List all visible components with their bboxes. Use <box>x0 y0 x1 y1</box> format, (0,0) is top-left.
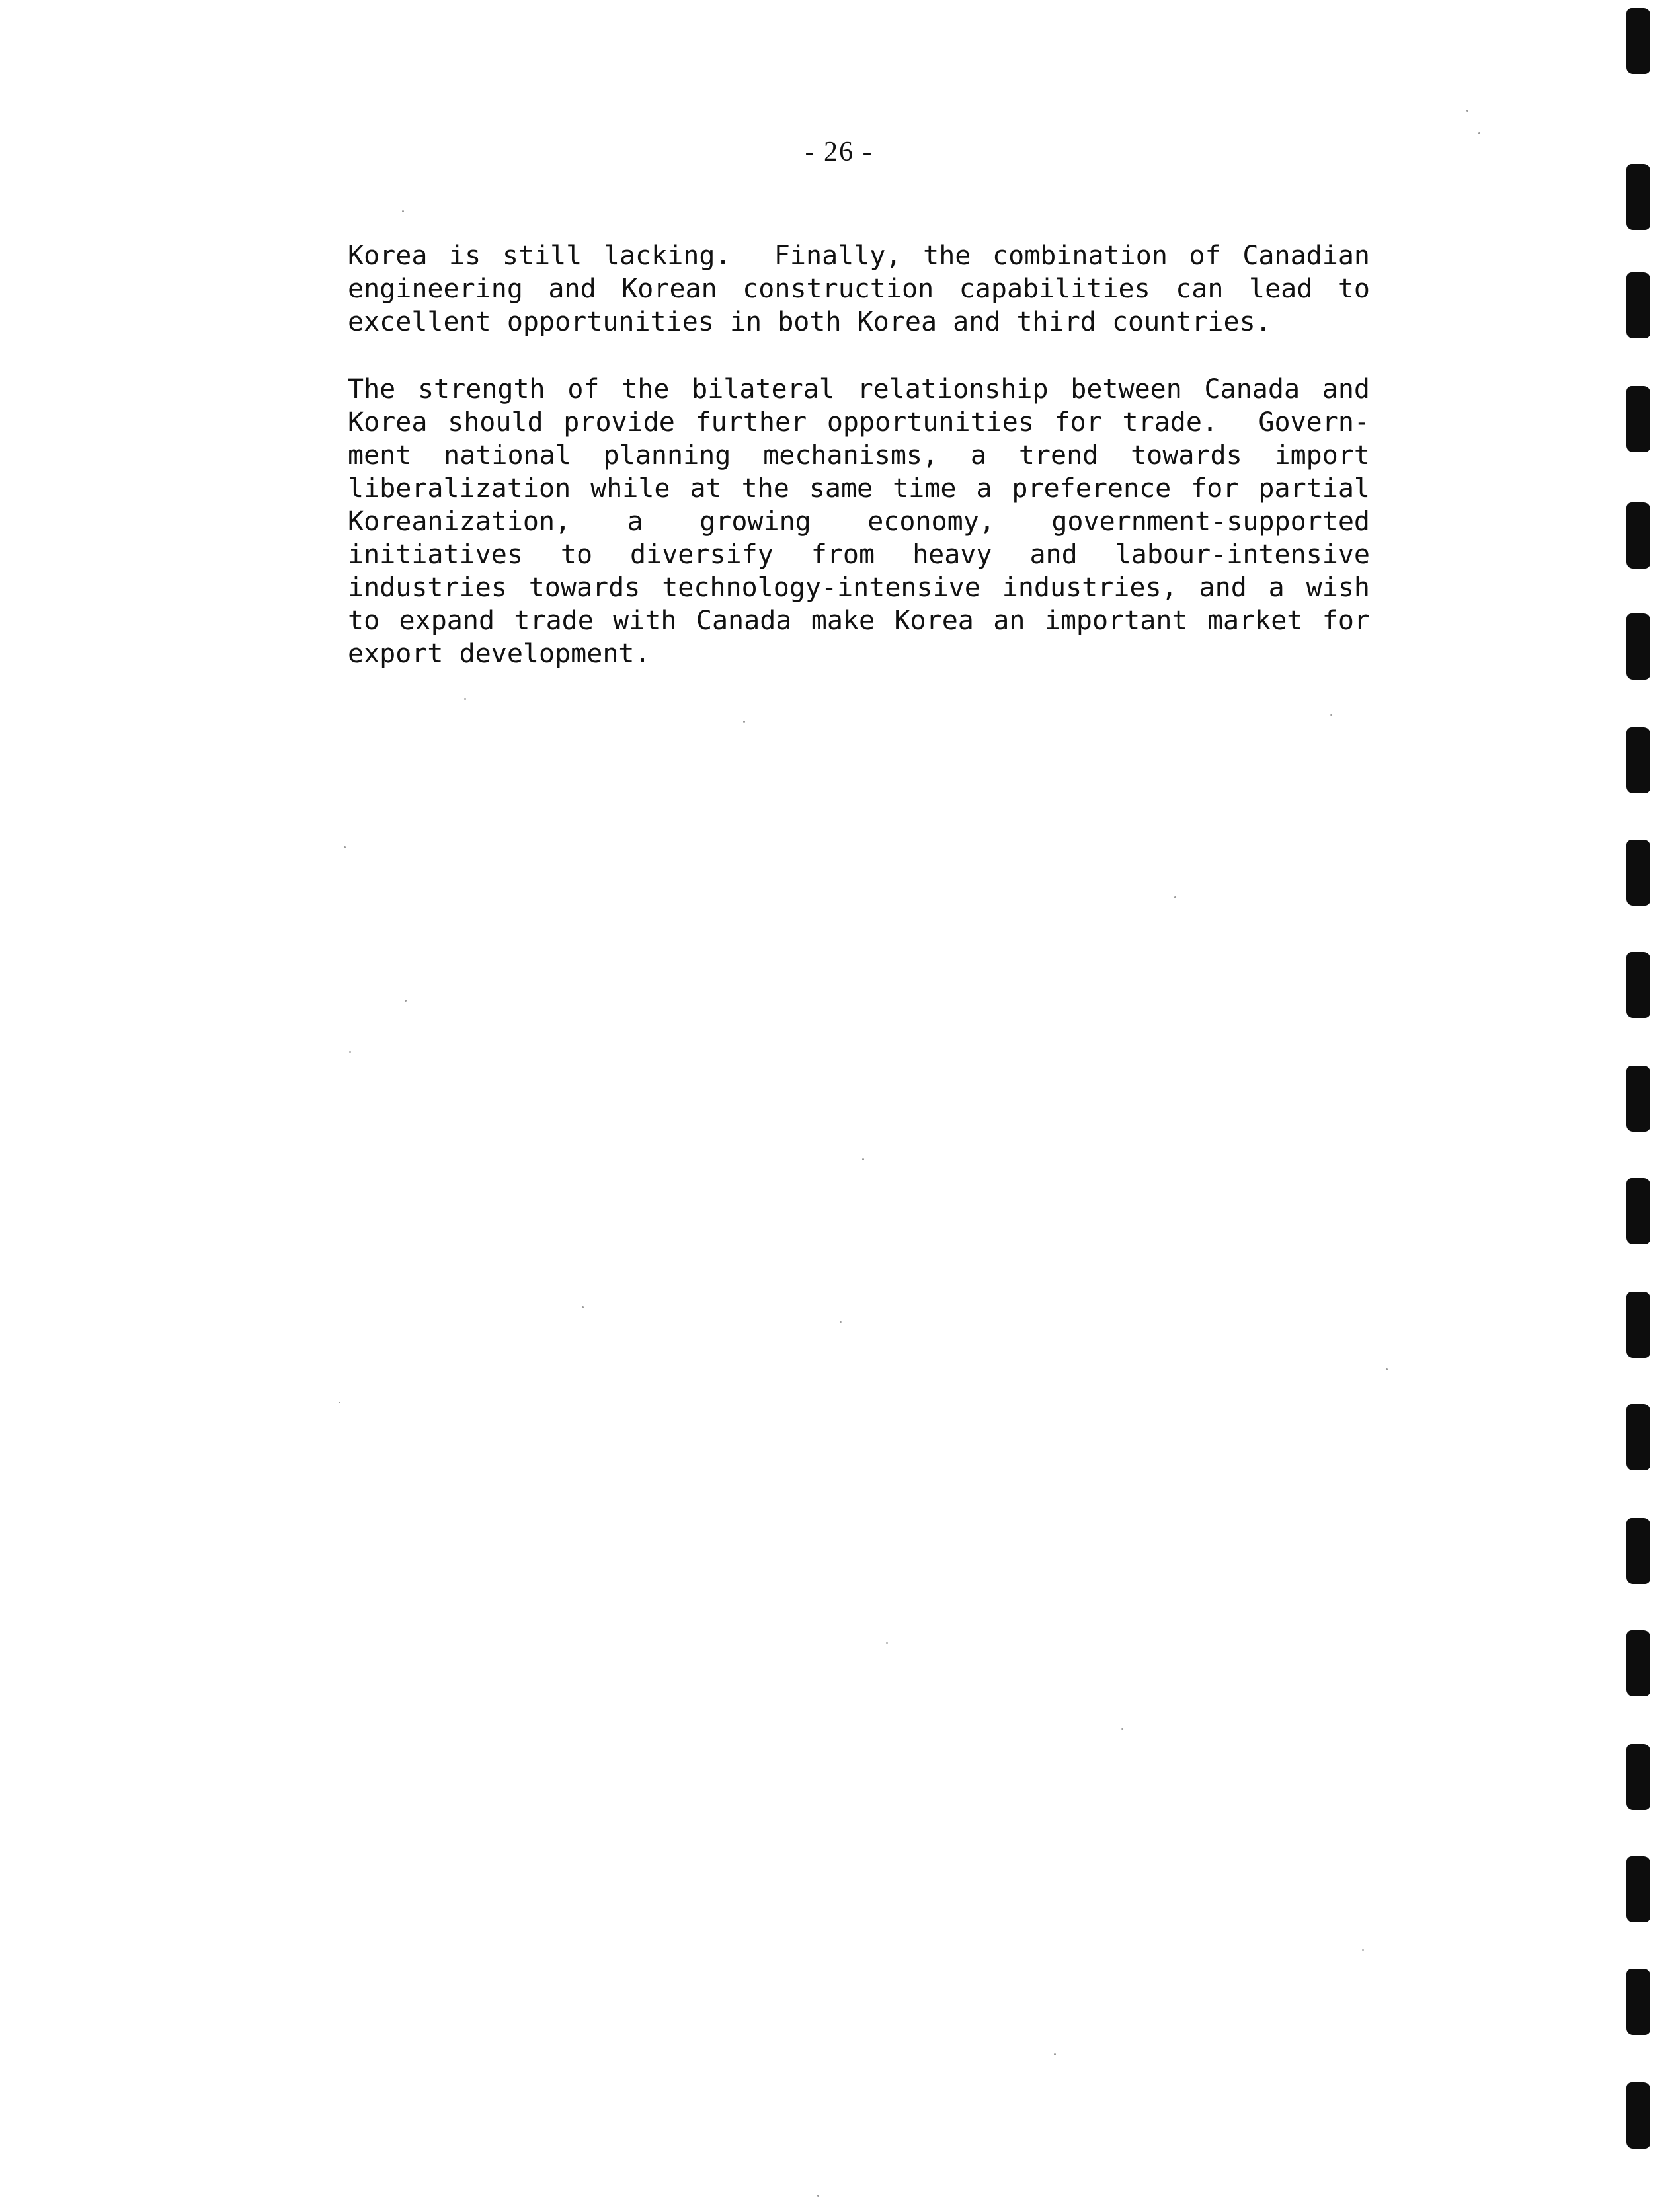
binding-hole <box>1626 272 1650 338</box>
binding-hole <box>1626 952 1650 1018</box>
paragraph-line: export development. <box>348 639 651 669</box>
paragraph-2 <box>348 373 1370 670</box>
binding-hole <box>1626 1292 1650 1358</box>
binding-hole <box>1626 1630 1650 1696</box>
binding-hole <box>1626 1404 1650 1470</box>
paragraph-line: Koreanization, a growing economy, government-supported <box>348 506 1370 537</box>
binding-hole <box>1626 164 1650 230</box>
paragraph-line: engineering and Korean construction capabilities can lead to <box>348 274 1370 304</box>
binding-hole <box>1626 502 1650 569</box>
binding-hole <box>1626 840 1650 906</box>
paragraph-line: to expand trade with Canada make Korea an important market for <box>348 606 1370 636</box>
binding-hole <box>1626 386 1650 452</box>
binding-hole <box>1626 1518 1650 1584</box>
binding-hole <box>1626 8 1650 74</box>
binding-hole <box>1626 1856 1650 1922</box>
paragraph-line: industries towards technology-intensive industries, and a wish <box>348 573 1370 603</box>
binding-hole <box>1626 1744 1650 1810</box>
paragraph-line: The strength of the bilateral relationship between Canada and <box>348 374 1370 405</box>
binding-holes <box>1621 0 1661 2212</box>
binding-hole <box>1626 727 1650 793</box>
paragraph-line: ment national planning mechanisms, a trend towards import <box>348 440 1370 471</box>
paragraph-line: liberalization while at the same time a preference for partial <box>348 473 1370 504</box>
paragraph-line: Korea is still lacking. Finally, the combination of Canadian <box>348 241 1370 271</box>
binding-hole <box>1626 613 1650 680</box>
paragraph-1 <box>348 239 1370 338</box>
binding-hole <box>1626 1969 1650 2035</box>
binding-hole <box>1626 2082 1650 2149</box>
page-number: - 26 - <box>805 137 873 167</box>
paragraph-line: excellent opportunities in both Korea and third countries. <box>348 307 1271 337</box>
binding-hole <box>1626 1066 1650 1132</box>
paragraph-line: Korea should provide further opportunities for trade. Govern- <box>348 407 1370 438</box>
paragraph-line: initiatives to diversify from heavy and labour-intensive <box>348 539 1370 570</box>
binding-hole <box>1626 1178 1650 1244</box>
